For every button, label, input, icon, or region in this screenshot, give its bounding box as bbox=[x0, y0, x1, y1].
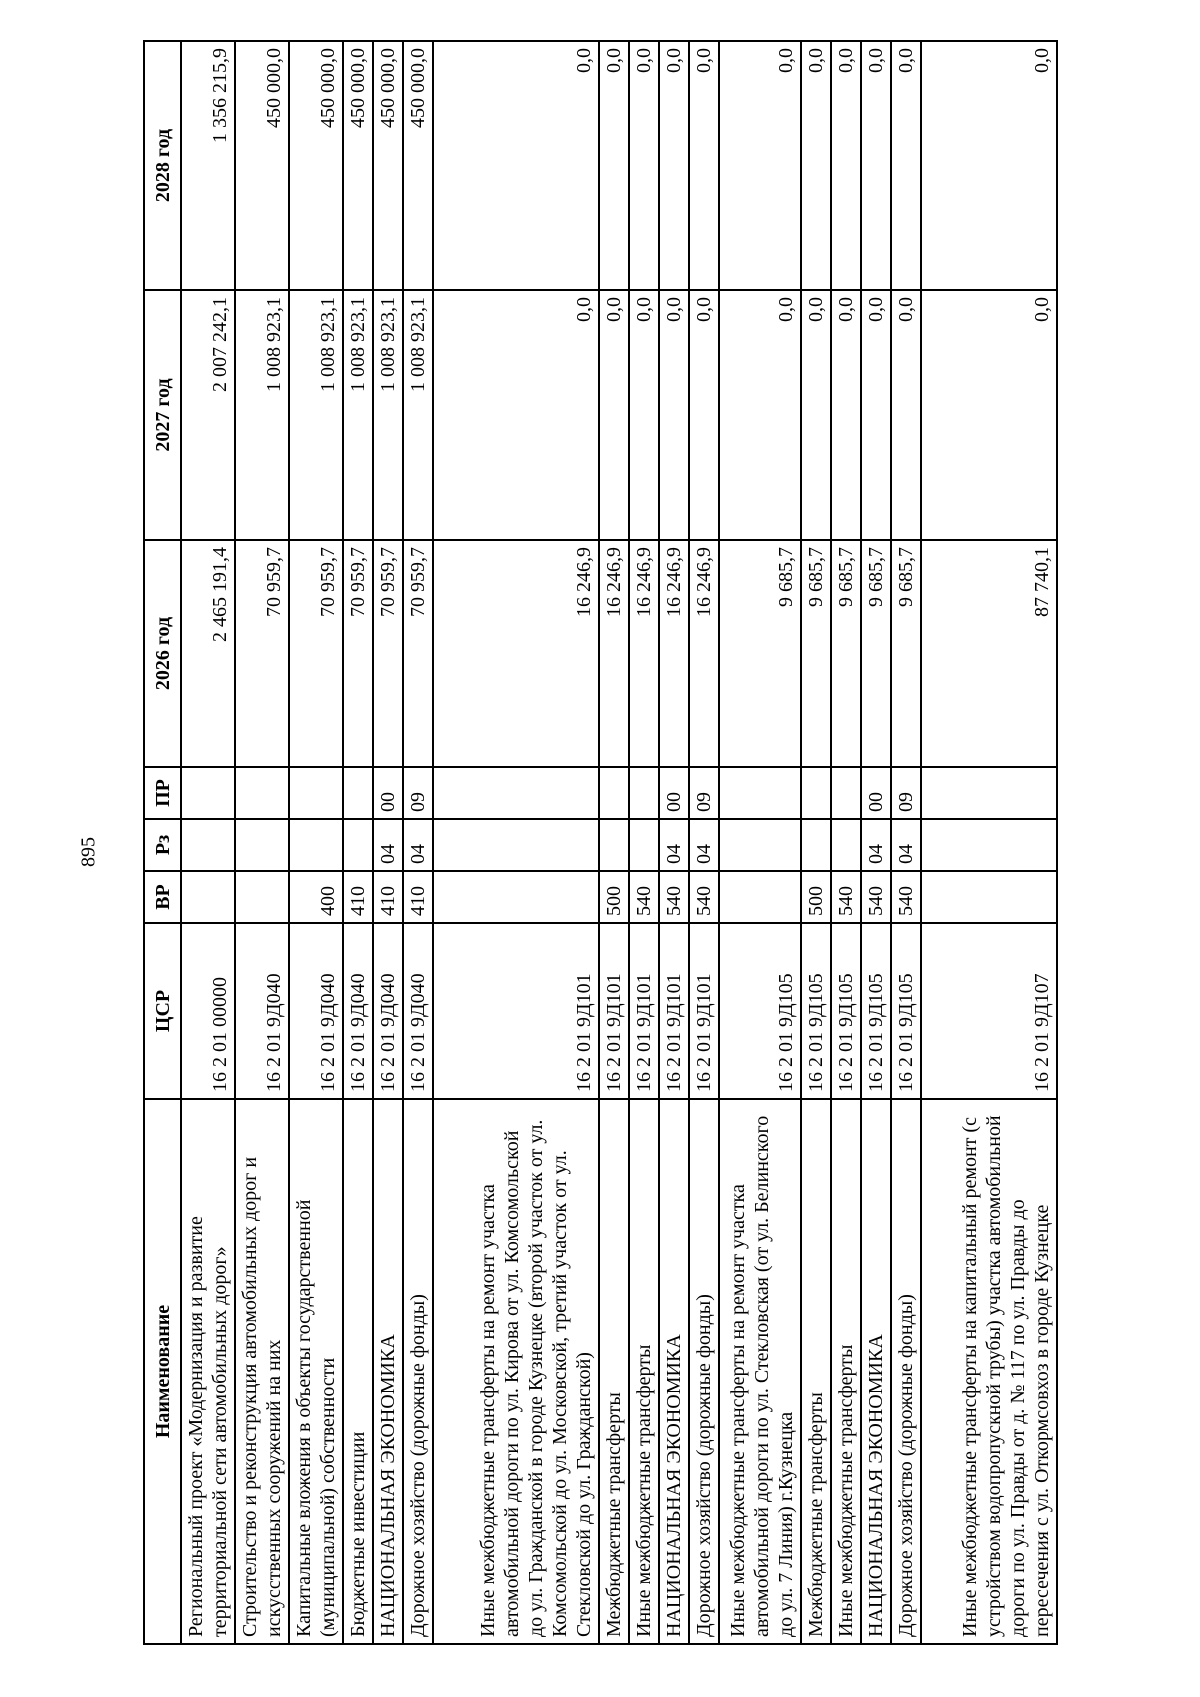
cell-csr: 16 2 01 9Д105 bbox=[831, 923, 861, 1099]
cell-pr bbox=[343, 767, 373, 819]
cell-2027: 0,0 bbox=[433, 290, 599, 540]
cell-2026: 2 465 191,4 bbox=[181, 540, 235, 767]
cell-2026: 70 959,7 bbox=[373, 540, 403, 767]
cell-rz bbox=[599, 819, 629, 871]
cell-rz bbox=[235, 819, 289, 871]
cell-csr: 16 2 01 9Д101 bbox=[629, 923, 659, 1099]
table-row bbox=[891, 41, 921, 1644]
cell-vr: 500 bbox=[801, 871, 831, 923]
cell-2027: 0,0 bbox=[801, 290, 831, 540]
cell-name: Межбюджетные трансферты bbox=[599, 1099, 629, 1644]
cell-2027: 0,0 bbox=[831, 290, 861, 540]
cell-vr: 500 bbox=[599, 871, 629, 923]
cell-2027: 1 008 923,1 bbox=[343, 290, 373, 540]
cell-vr bbox=[719, 871, 801, 923]
cell-vr: 540 bbox=[659, 871, 689, 923]
cell-name: Региональный проект «Модернизация и развитие территориальной сети автомобильных дорог» bbox=[181, 1099, 235, 1644]
cell-pr: 09 bbox=[403, 767, 433, 819]
cell-2027: 1 008 923,1 bbox=[373, 290, 403, 540]
cell-2028: 0,0 bbox=[801, 41, 831, 290]
cell-pr bbox=[289, 767, 343, 819]
cell-2028: 450 000,0 bbox=[373, 41, 403, 290]
cell-2027: 0,0 bbox=[921, 290, 1057, 540]
cell-2026: 70 959,7 bbox=[403, 540, 433, 767]
cell-2026: 70 959,7 bbox=[235, 540, 289, 767]
cell-name: Иные межбюджетные трансферты bbox=[831, 1099, 861, 1644]
cell-2028: 0,0 bbox=[599, 41, 629, 290]
cell-2026: 16 246,9 bbox=[659, 540, 689, 767]
cell-vr: 540 bbox=[861, 871, 891, 923]
cell-name: НАЦИОНАЛЬНАЯ ЭКОНОМИКА bbox=[659, 1099, 689, 1644]
cell-pr bbox=[235, 767, 289, 819]
cell-csr: 16 2 01 00000 bbox=[181, 923, 235, 1099]
cell-2028: 0,0 bbox=[891, 41, 921, 290]
cell-2027: 0,0 bbox=[891, 290, 921, 540]
cell-name: Дорожное хозяйство (дорожные фонды) bbox=[403, 1099, 433, 1644]
cell-csr: 16 2 01 9Д105 bbox=[801, 923, 831, 1099]
cell-csr: 16 2 01 9Д040 bbox=[235, 923, 289, 1099]
cell-csr: 16 2 01 9Д105 bbox=[861, 923, 891, 1099]
cell-vr: 540 bbox=[629, 871, 659, 923]
cell-rz bbox=[921, 819, 1057, 871]
table-row bbox=[719, 41, 801, 1644]
cell-name: Межбюджетные трансферты bbox=[801, 1099, 831, 1644]
cell-2028: 450 000,0 bbox=[343, 41, 373, 290]
cell-2027: 0,0 bbox=[629, 290, 659, 540]
header-vr: ВР bbox=[144, 871, 181, 923]
cell-csr: 16 2 01 9Д101 bbox=[433, 923, 599, 1099]
cell-vr bbox=[921, 871, 1057, 923]
cell-name: Иные межбюджетные трансферты на капитальный ремонт (с устройством водопропускной трубы) участка автомобильной дороги по ул. Правды от д. № 117 по ул. Правды до пересечения с ул. Откормсовхоз в городе Кузнецке bbox=[921, 1099, 1057, 1644]
cell-name: Иные межбюджетные трансферты bbox=[629, 1099, 659, 1644]
header-2027: 2027 год bbox=[144, 290, 181, 540]
header-pr: ПР bbox=[144, 767, 181, 819]
header-2026: 2026 год bbox=[144, 540, 181, 767]
table-row bbox=[403, 41, 433, 1644]
cell-rz: 04 bbox=[373, 819, 403, 871]
cell-2027: 0,0 bbox=[861, 290, 891, 540]
header-name: Наименование bbox=[144, 1099, 181, 1644]
cell-rz: 04 bbox=[403, 819, 433, 871]
cell-2028: 0,0 bbox=[433, 41, 599, 290]
cell-2026: 9 685,7 bbox=[831, 540, 861, 767]
table-row bbox=[831, 41, 861, 1644]
cell-rz bbox=[289, 819, 343, 871]
cell-pr bbox=[433, 767, 599, 819]
cell-rz bbox=[629, 819, 659, 871]
cell-name: Капитальные вложения в объекты государственной (муниципальной) собственности bbox=[289, 1099, 343, 1644]
cell-pr bbox=[719, 767, 801, 819]
cell-rz bbox=[801, 819, 831, 871]
cell-pr bbox=[921, 767, 1057, 819]
table-row bbox=[433, 41, 599, 1644]
cell-pr: 00 bbox=[861, 767, 891, 819]
table-row bbox=[181, 41, 235, 1644]
cell-2026: 70 959,7 bbox=[343, 540, 373, 767]
table-row bbox=[629, 41, 659, 1644]
cell-name: Иные межбюджетные трансферты на ремонт участка автомобильной дороги по ул. Стекловская (от ул. Белинского до ул. 7 Линия) г.Кузнецка bbox=[719, 1099, 801, 1644]
cell-vr bbox=[181, 871, 235, 923]
table-row bbox=[689, 41, 719, 1644]
cell-2026: 16 246,9 bbox=[629, 540, 659, 767]
table-row bbox=[599, 41, 629, 1644]
table-row bbox=[343, 41, 373, 1644]
header-csr: ЦСР bbox=[144, 923, 181, 1099]
cell-name: Строительство и реконструкция автомобильных дорог и искусственных сооружений на них bbox=[235, 1099, 289, 1644]
cell-name: НАЦИОНАЛЬНАЯ ЭКОНОМИКА bbox=[373, 1099, 403, 1644]
cell-pr bbox=[831, 767, 861, 819]
cell-csr: 16 2 01 9Д101 bbox=[659, 923, 689, 1099]
cell-pr: 09 bbox=[891, 767, 921, 819]
cell-rz bbox=[719, 819, 801, 871]
header-rz: Рз bbox=[144, 819, 181, 871]
cell-2026: 9 685,7 bbox=[801, 540, 831, 767]
cell-rz: 04 bbox=[689, 819, 719, 871]
cell-2027: 0,0 bbox=[719, 290, 801, 540]
cell-2027: 0,0 bbox=[599, 290, 629, 540]
header-2028: 2028 год bbox=[144, 41, 181, 290]
table-row bbox=[659, 41, 689, 1644]
cell-2026: 16 246,9 bbox=[433, 540, 599, 767]
cell-2026: 9 685,7 bbox=[719, 540, 801, 767]
cell-vr: 410 bbox=[403, 871, 433, 923]
budget-table bbox=[143, 40, 1058, 1645]
cell-name: НАЦИОНАЛЬНАЯ ЭКОНОМИКА bbox=[861, 1099, 891, 1644]
cell-rz: 04 bbox=[861, 819, 891, 871]
cell-2027: 1 008 923,1 bbox=[235, 290, 289, 540]
cell-2028: 0,0 bbox=[861, 41, 891, 290]
cell-2027: 1 008 923,1 bbox=[403, 290, 433, 540]
cell-2027: 0,0 bbox=[659, 290, 689, 540]
cell-vr: 540 bbox=[831, 871, 861, 923]
cell-rz bbox=[181, 819, 235, 871]
cell-2028: 0,0 bbox=[629, 41, 659, 290]
cell-2027: 2 007 242,1 bbox=[181, 290, 235, 540]
cell-2028: 0,0 bbox=[689, 41, 719, 290]
table-row bbox=[373, 41, 403, 1644]
cell-vr: 540 bbox=[689, 871, 719, 923]
cell-2028: 0,0 bbox=[921, 41, 1057, 290]
cell-name: Бюджетные инвестиции bbox=[343, 1099, 373, 1644]
cell-2027: 1 008 923,1 bbox=[289, 290, 343, 540]
cell-pr bbox=[629, 767, 659, 819]
cell-2028: 0,0 bbox=[659, 41, 689, 290]
cell-rz: 04 bbox=[891, 819, 921, 871]
cell-vr: 410 bbox=[373, 871, 403, 923]
cell-rz bbox=[343, 819, 373, 871]
table-row bbox=[289, 41, 343, 1644]
header-row bbox=[144, 41, 181, 1644]
cell-name: Дорожное хозяйство (дорожные фонды) bbox=[891, 1099, 921, 1644]
cell-csr: 16 2 01 9Д107 bbox=[921, 923, 1057, 1099]
cell-csr: 16 2 01 9Д040 bbox=[403, 923, 433, 1099]
cell-pr: 09 bbox=[689, 767, 719, 819]
cell-2026: 9 685,7 bbox=[891, 540, 921, 767]
rotated-table-container bbox=[143, 42, 1058, 1645]
cell-2027: 0,0 bbox=[689, 290, 719, 540]
table-row bbox=[235, 41, 289, 1644]
page-number: 895 bbox=[77, 837, 100, 867]
cell-csr: 16 2 01 9Д040 bbox=[343, 923, 373, 1099]
cell-name: Иные межбюджетные трансферты на ремонт участка автомобильной дороги по ул. Кирова от ул. Комсомольской до ул. Гражданской в городе Кузнецке (второй участок от ул. Комсомольской до ул. Московской, третий участок от ул. Стекловской до ул. Гражданской) bbox=[433, 1099, 599, 1644]
cell-csr: 16 2 01 9Д101 bbox=[689, 923, 719, 1099]
cell-csr: 16 2 01 9Д105 bbox=[719, 923, 801, 1099]
cell-csr: 16 2 01 9Д040 bbox=[373, 923, 403, 1099]
cell-2026: 16 246,9 bbox=[689, 540, 719, 767]
cell-pr: 00 bbox=[373, 767, 403, 819]
cell-vr: 400 bbox=[289, 871, 343, 923]
cell-vr: 410 bbox=[343, 871, 373, 923]
cell-2026: 70 959,7 bbox=[289, 540, 343, 767]
cell-rz bbox=[433, 819, 599, 871]
cell-vr bbox=[235, 871, 289, 923]
cell-csr: 16 2 01 9Д101 bbox=[599, 923, 629, 1099]
cell-vr: 540 bbox=[891, 871, 921, 923]
cell-2028: 450 000,0 bbox=[403, 41, 433, 290]
cell-2028: 0,0 bbox=[719, 41, 801, 290]
cell-pr bbox=[599, 767, 629, 819]
cell-2028: 1 356 215,9 bbox=[181, 41, 235, 290]
cell-2026: 16 246,9 bbox=[599, 540, 629, 767]
cell-csr: 16 2 01 9Д105 bbox=[891, 923, 921, 1099]
cell-rz bbox=[831, 819, 861, 871]
cell-2028: 450 000,0 bbox=[289, 41, 343, 290]
table-row bbox=[861, 41, 891, 1644]
cell-name: Дорожное хозяйство (дорожные фонды) bbox=[689, 1099, 719, 1644]
cell-2028: 0,0 bbox=[831, 41, 861, 290]
cell-pr bbox=[181, 767, 235, 819]
cell-2026: 87 740,1 bbox=[921, 540, 1057, 767]
cell-csr: 16 2 01 9Д040 bbox=[289, 923, 343, 1099]
cell-rz: 04 bbox=[659, 819, 689, 871]
cell-pr: 00 bbox=[659, 767, 689, 819]
cell-pr bbox=[801, 767, 831, 819]
cell-2026: 9 685,7 bbox=[861, 540, 891, 767]
table-row bbox=[801, 41, 831, 1644]
cell-vr bbox=[433, 871, 599, 923]
cell-2028: 450 000,0 bbox=[235, 41, 289, 290]
table-row bbox=[921, 41, 1057, 1644]
